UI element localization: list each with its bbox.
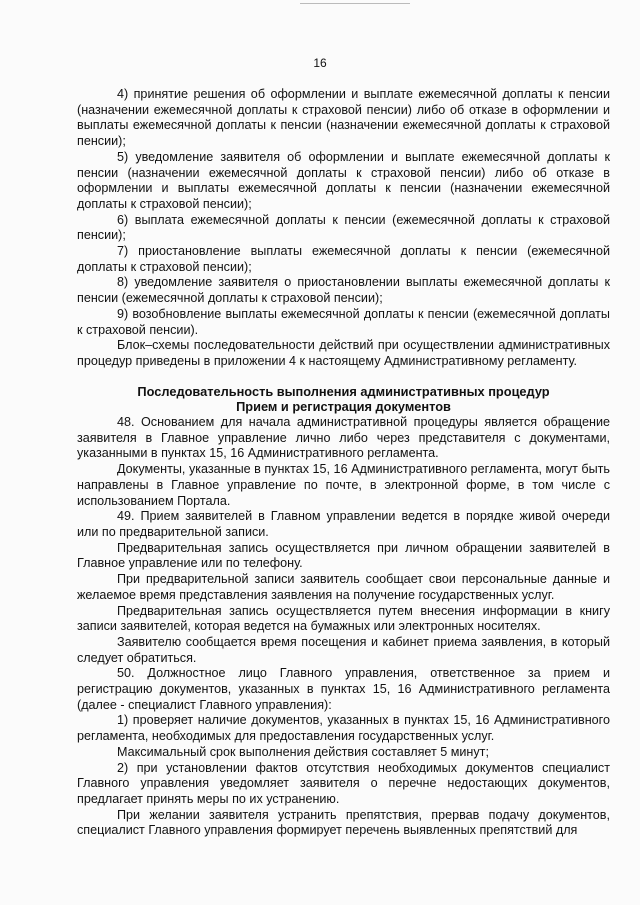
paragraph-50: 50. Должностное лицо Главного управления, ответственное за прием и регистрацию документов, указанных в пунктах 15, 16 Административного регламента (далее - специалист Главного управления): [77, 666, 610, 712]
subsection-heading: Прием и регистрация документов [236, 399, 451, 415]
paragraph-visit-time: Заявителю сообщается время посещения и кабинет приема заявления, в который следует обратиться. [77, 634, 610, 665]
flowchart-reference-paragraph: Блок–схемы последовательности действий при осуществлении административных процедур приведены в приложении 4 к настоящему Административному регламенту. [77, 338, 610, 368]
paragraph-documents-submission: Документы, указанные в пунктах 15, 16 Административного регламента, могут быть направлены в Главное управление по почте, в электронной форме, в том числе с использованием Портала. [77, 462, 610, 508]
paragraph-personal-data: При предварительной записи заявитель сообщает свои персональные данные и желаемое время представления заявления на получение государственных услуг. [77, 572, 610, 602]
paragraph-48: 48. Основанием для начала административной процедуры является обращение заявителя в Главное управление лично либо через представителя с документами, указанными в пунктах 15, 16 Административного регламента. [77, 415, 610, 461]
section-heading: Последовательность выполнения административных процедур [137, 383, 550, 399]
subitem-1: 1) проверяет наличие документов, указанных в пунктах 15, 16 Административного регламента, необходимых для предоставления государственных услуг. [77, 713, 610, 744]
subitem-2: 2) при установлении фактов отсутствия необходимых документов специалист Главного управления уведомляет заявителя о перечне недостающих документов, предлагает принять меры по их устранению. [77, 760, 610, 806]
paragraph-obstacles: При желании заявителя устранить препятствия, прервав подачу документов, специалист Главного управления формирует перечень выявленных препятствий для [77, 807, 610, 838]
list-item-9: 9) возобновление выплаты ежемесячной доплаты к пенсии (ежемесячной доплаты к страховой пенсии). [77, 306, 610, 337]
list-item-4: 4) принятие решения об оформлении и выплате ежемесячной доплаты к пенсии (назначении ежемесячной доплаты к страховой пенсии) либо об отказе в оформлении и выплаты ежемесячной доплаты к пенсии (назначении ежемесячной доплаты к страховой пенсии); [77, 87, 610, 149]
list-item-7: 7) приостановление выплаты ежемесячной доплаты к пенсии (ежемесячной доплаты к страховой пенсии); [77, 244, 610, 274]
page-number: 16 [313, 56, 327, 70]
scan-edge-line [300, 3, 410, 4]
document-body [77, 87, 610, 839]
paragraph-max-time: Максимальный срок выполнения действия составляет 5 минут; [117, 744, 489, 759]
paragraph-register-book: Предварительная запись осуществляется путем внесения информации в книгу записи заявителей, которая ведется на бумажных или электронных носителях. [77, 603, 610, 634]
list-item-6: 6) выплата ежемесячной доплаты к пенсии (ежемесячной доплаты к страховой пенсии); [77, 212, 610, 243]
paragraph-49: 49. Прием заявителей в Главном управлении ведется в порядке живой очереди или по предварительной записи. [77, 509, 610, 539]
list-item-8: 8) уведомление заявителя о приостановлении выплаты ежемесячной доплаты к пенсии (ежемесячной доплаты к страховой пенсии); [77, 275, 610, 306]
list-item-5: 5) уведомление заявителя об оформлении и выплате ежемесячной доплаты к пенсии (назначении ежемесячной доплаты к страховой пенсии) либо об отказе в оформлении и выплаты ежемесячной доплаты к пенсии (назначении ежемесячной доплаты к страховой пенсии); [77, 149, 610, 211]
paragraph-preregistration: Предварительная запись осуществляется при личном обращении заявителей в Главное управление или по телефону. [77, 540, 610, 571]
